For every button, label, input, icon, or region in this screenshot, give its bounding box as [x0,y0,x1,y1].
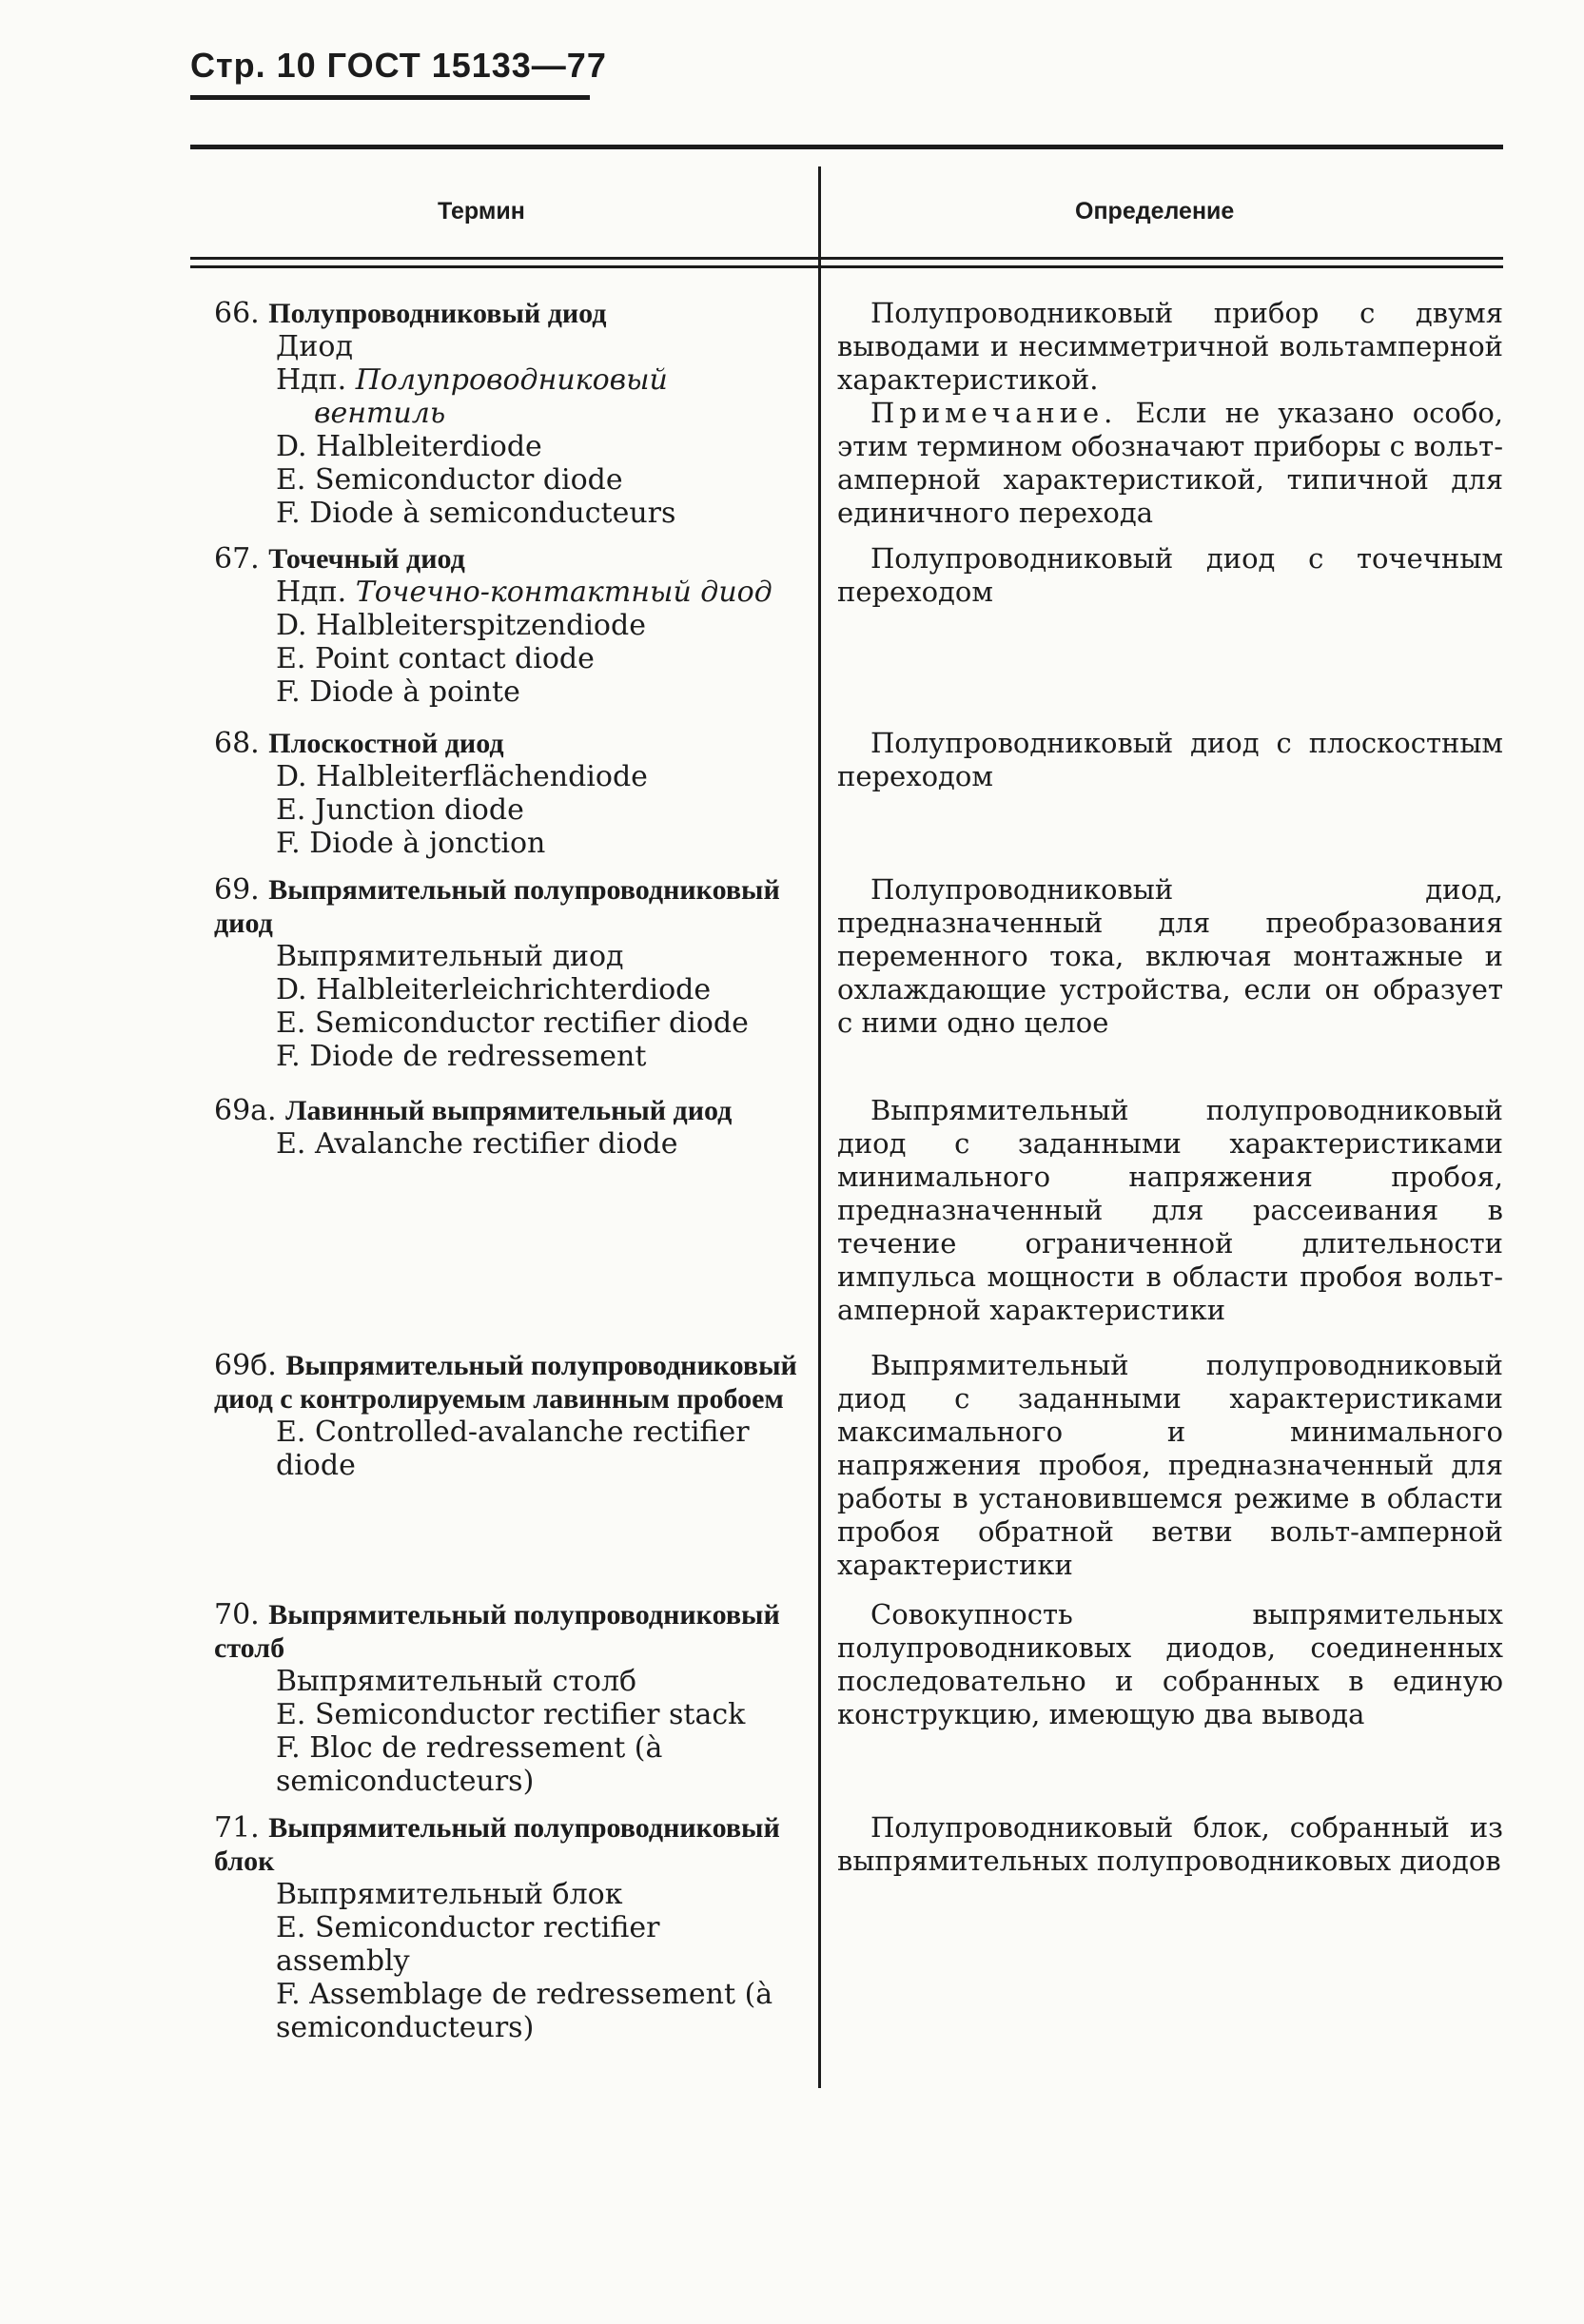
term-entry-67 [190,542,799,709]
term-de: D. Halbleiterflächendiode [276,760,648,793]
header-rule-upper [190,257,1503,260]
term-name: Лавинный выпрямительный диод [285,1095,733,1126]
term-name: Выпрямительный полупроводниковый столб [214,1599,780,1664]
term-short: Выпрямительный блок [276,1878,623,1911]
term-short: Выпрямительный диод [276,940,624,973]
entry-number: 67. [214,542,260,576]
definition-67 [837,542,1503,609]
term-fr: F. Bloc de redressement (à semiconducteurs) [276,1731,663,1798]
definition-71 [837,1811,1503,1878]
page-header: Стр. 10 ГОСТ 15133—77 [190,46,607,85]
nrec-prefix: Ндп. [276,576,347,609]
definition-text: Полупроводниковый диод, предназначенный для преобразования переменного тока, включая монтажные и охлаждающие устройства, если он образует с ними одно целое [837,873,1503,1039]
note-heading: Примечание. [870,397,1118,429]
nrec-term: Точечно-контактный диод [355,576,772,609]
term-name: Полупроводниковый диод [268,298,607,329]
term-name: Выпрямительный полупроводниковый блок [214,1812,780,1877]
definition-69 [837,873,1503,1040]
definition-text: Полупроводниковый блок, собранный из выпрямительных полупроводниковых диодов [837,1811,1503,1877]
term-fr: F. Diode à jonction [276,827,546,860]
definition-text: Полупроводниковый диод с плоскостным переходом [837,727,1503,792]
header-rule [190,95,590,100]
definition-68 [837,727,1503,793]
entry-number: 69. [214,873,260,907]
column-divider [818,166,821,2088]
term-entry-69a [190,1094,799,1161]
column-header-definition: Определение [1075,198,1235,225]
term-entry-69 [190,873,799,1073]
definition-70 [837,1598,1503,1731]
definition-text: Полупроводниковый диод с точечным переходом [837,542,1503,608]
table-top-rule [190,145,1503,149]
column-header-term: Термин [438,198,525,225]
term-de: D. Halbleiterleichrichterdiode [276,973,712,1006]
entry-number: 69б. [214,1349,277,1382]
term-name: Плоскостной диод [268,728,504,759]
term-en: E. Avalanche rectifier diode [276,1127,678,1161]
note-text: Если не указано особо, этим термином обозначают приборы с вольт-амперной характеристикой, типичной для единичного перехода [837,397,1504,529]
term-en: E. Junction diode [276,793,524,827]
entry-number: 70. [214,1598,260,1631]
definition-66 [837,297,1503,530]
definition-69b [837,1349,1503,1582]
term-entry-71 [190,1811,799,2044]
term-en: E. Semiconductor rectifier stack [276,1698,746,1731]
entry-number: 69а. [214,1094,277,1127]
term-fr: F. Diode à semiconducteurs [276,497,676,530]
term-en: E. Point contact diode [276,642,595,675]
term-de: D. Halbleiterdiode [276,430,542,463]
entry-number: 68. [214,727,260,760]
term-en: E. Semiconductor diode [276,463,623,497]
definition-text: Выпрямительный полупроводниковый диод с заданными характеристиками минимального напряжения пробоя, предназначенный для рассеивания в течение ограниченной длительности импульса мощности в области пробоя вольт-амперной характеристики [837,1094,1503,1326]
definition-69a [837,1094,1503,1327]
term-name: Выпрямительный полупроводниковый диод с контролируемым лавинным пробоем [214,1350,797,1415]
term-entry-69b [190,1349,799,1482]
term-name: Точечный диод [268,543,465,575]
term-de: D. Halbleiterspitzendiode [276,609,646,642]
term-short: Диод [276,330,353,363]
term-entry-70 [190,1598,799,1798]
definition-text: Выпрямительный полупроводниковый диод с заданными характеристиками максимального и минимального напряжения пробоя, предназначенный для работы в установившемся режиме в области пробоя обратной ветви вольт-амперной характеристики [837,1349,1503,1581]
definition-text: Полупроводниковый прибор с двумя выводами и несимметричной вольтамперной характеристикой. [837,297,1503,396]
header-rule-lower [190,265,1503,268]
nrec-prefix: Ндп. [276,363,347,397]
term-short: Выпрямительный столб [276,1665,637,1698]
term-fr: F. Diode de redressement [276,1040,647,1073]
term-entry-68 [190,727,799,860]
term-en: E. Controlled-avalanche rectifier diode [276,1416,750,1482]
entry-number: 71. [214,1811,260,1845]
entry-number: 66. [214,297,260,330]
term-fr: F. Assemblage de redressement (à semiconducteurs) [276,1978,773,2044]
term-fr: F. Diode à pointe [276,675,520,709]
term-entry-66 [190,297,799,530]
term-en: E. Semiconductor rectifier diode [276,1006,749,1040]
definition-text: Совокупность выпрямительных полупроводниковых диодов, соединенных последовательно и собранных в единую конструкцию, имеющую два вывода [837,1598,1503,1730]
nrec-term: Полупроводниковый вентиль [314,363,668,430]
term-en: E. Semiconductor rectifier assembly [276,1911,660,1978]
term-name: Выпрямительный полупроводниковый диод [214,874,780,939]
